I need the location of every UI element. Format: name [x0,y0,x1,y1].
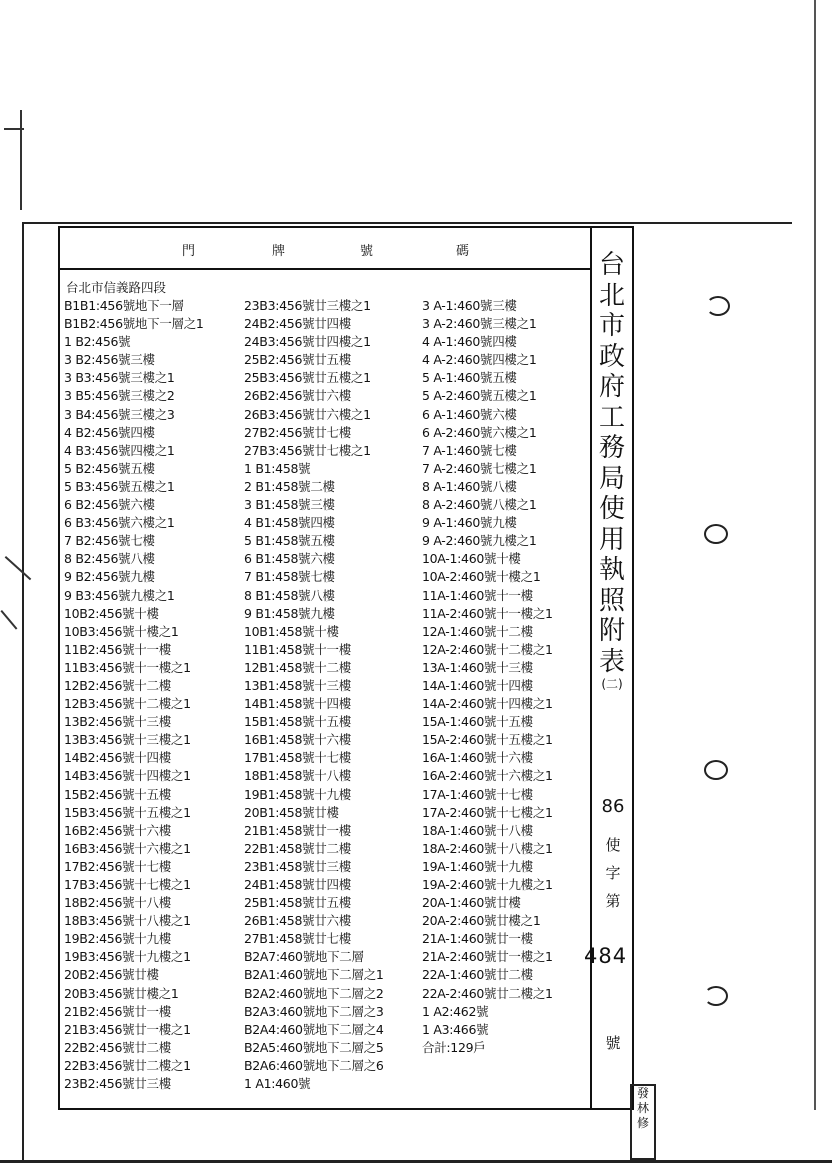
address-entry: 5 A-1:460號五樓 [422,370,517,386]
address-column-1 [64,297,204,1093]
margin-scratch [5,556,32,580]
address-entry: 9 B2:456號九樓 [64,569,155,585]
binder-hole-icon [706,296,730,316]
margin-tick [20,110,22,210]
address-entry: 5 B1:458號五樓 [244,533,335,549]
address-entry: 9 A-1:460號九樓 [422,515,517,531]
title-char: 附 [598,616,625,646]
address-entry: 21B1:458號廿一樓 [244,822,351,838]
address-entry: B2A3:460號地下二層之3 [244,1003,384,1019]
stamp-char: 修 [636,1116,649,1130]
margin-scratch [0,610,17,630]
inspector-stamp [630,1084,656,1160]
address-entry: 24B1:458號廿四樓 [244,877,351,892]
address-entry: 19B1:458號十九樓 [244,786,351,802]
address-entry: 24B3:456號廿四樓之1 [244,334,371,350]
table-header [58,226,590,270]
permit-number: 484 [584,944,628,968]
address-entry: 11A-2:460號十一樓之1 [422,605,553,621]
address-entry: 2 B1:458號二樓 [244,478,335,494]
title-char: 表 [598,646,625,677]
address-entry: 12A-2:460號十二樓之1 [422,641,553,657]
address-entry: 7 B2:456號七樓 [64,533,155,549]
stamp-char: 林 [636,1101,649,1115]
binder-hole-icon [704,760,728,780]
address-entry: 27B1:458號廿七樓 [244,931,351,947]
address-entry: 25B3:456號廿五樓之1 [244,370,371,386]
title-char: 市 [598,311,625,341]
address-entry: 25B2:456號廿五樓 [244,352,351,368]
address-entry: 26B1:458號廿六樓 [244,913,351,929]
title-char: 照 [598,585,625,616]
address-entry: 6 A-1:460號六樓 [422,406,517,422]
address-entry: 19B2:456號十九樓 [64,931,171,947]
address-entry: 8 A-2:460號八樓之1 [422,497,537,513]
address-entry: 1 A2:462號 [422,1003,489,1019]
title-char: 執 [598,555,625,585]
address-entry: B2A4:460號地下二層之4 [244,1021,384,1037]
address-entry: 16A-1:460號十六樓 [422,750,533,766]
address-entry: 23B3:456號廿三樓之1 [244,298,371,313]
address-entry: 27B3:456號廿七樓之1 [244,442,371,458]
address-entry: 12B2:456號十二樓 [64,677,171,693]
address-entry: 25B1:458號廿五樓 [244,895,351,911]
address-entry: 21B3:456號廿一樓之1 [64,1021,191,1037]
address-entry: 13B2:456號十三樓 [64,714,171,730]
title-subscript: (二) [601,677,623,691]
header-char: 碼 [456,244,470,259]
address-entry: B2A6:460號地下二層之6 [244,1057,384,1073]
address-entry: 18A-2:460號十八樓之1 [422,840,553,856]
address-entry: 15B3:456號十五樓之1 [64,804,191,820]
permit-year: 86 [601,796,625,817]
header-char: 門 [182,244,196,259]
address-entry: 20A-2:460號廿樓之1 [422,913,541,929]
address-entry: 9 B3:456號九樓之1 [64,587,175,603]
address-entry: 18B1:458號十八樓 [244,768,351,784]
address-entry: 8 A-1:460號八樓 [422,478,517,494]
address-entry: 15B1:458號十五樓 [244,714,351,730]
address-entry: 16A-2:460號十六樓之1 [422,768,553,784]
permit-char: 第 [605,892,621,910]
sheet-left-edge [22,222,24,1162]
address-entry: 22A-1:460號廿二樓 [422,967,533,983]
address-entry: 5 B2:456號五樓 [64,460,155,476]
binder-hole-icon [704,524,728,544]
address-entry: 10A-2:460號十樓之1 [422,569,541,585]
address-entry: 3 B2:456號三樓 [64,352,155,368]
title-char: 北 [598,280,625,311]
address-entry: 3 A-2:460號三樓之1 [422,316,537,332]
address-entry: 5 B3:456號五樓之1 [64,478,175,494]
address-entry: 19A-2:460號十九樓之1 [422,877,553,892]
address-entry: 7 A-2:460號七樓之1 [422,460,537,476]
address-entry: 4 A-2:460號四樓之1 [422,352,537,368]
address-entry: 20B1:458號廿樓 [244,804,339,820]
address-entry: 11A-1:460號十一樓 [422,587,533,603]
address-entry: 4 B1:458號四樓 [244,515,335,531]
address-entry: 1 A1:460號 [244,1076,311,1092]
address-entry: 22B3:456號廿二樓之1 [64,1057,191,1073]
address-entry: 21A-2:460號廿一樓之1 [422,949,553,965]
address-entry: 12A-1:460號十二樓 [422,623,533,639]
address-entry: B1B1:456號地下一層 [64,298,184,313]
address-entry: 22B2:456號廿二樓 [64,1039,171,1055]
address-entry: B2A5:460號地下二層之5 [244,1039,384,1055]
address-column-2 [244,297,384,1093]
address-entry: 1 B1:458號 [244,460,311,476]
address-entry: 4 B3:456號四樓之1 [64,442,175,458]
vertical-title [594,250,630,691]
address-entry: 16B1:458號十六樓 [244,732,351,748]
address-entry: 1 A3:466號 [422,1021,489,1037]
address-entry: 15A-2:460號十五樓之1 [422,732,553,748]
address-entry: 23B1:458號廿三樓 [244,858,351,874]
sheet-bottom-edge [0,1160,832,1163]
title-char: 局 [598,463,625,494]
address-entry: 14A-1:460號十四樓 [422,677,533,693]
address-entry: 18B2:456號十八樓 [64,895,171,911]
address-entry: B2A1:460號地下二層之1 [244,967,384,983]
address-entry: 19A-1:460號十九樓 [422,858,533,874]
address-entry: 10A-1:460號十樓 [422,551,521,567]
address-entry: 8 B2:456號八樓 [64,551,155,567]
address-entry: B2A2:460號地下二層之2 [244,985,384,1001]
address-entry: 16B3:456號十六樓之1 [64,840,191,856]
permit-char: 使 [605,836,621,854]
address-entry: 11B2:456號十一樓 [64,641,171,657]
address-entry: 7 A-1:460號七樓 [422,442,517,458]
address-entry: 11B3:456號十一樓之1 [64,659,191,675]
address-entry: 22A-2:460號廿二樓之1 [422,985,553,1001]
address-entry: 3 B1:458號三樓 [244,497,335,513]
address-entry: 6 B2:456號六樓 [64,497,155,513]
address-entry: 27B2:456號廿七樓 [244,424,351,440]
address-entry: 13B1:458號十三樓 [244,677,351,693]
address-entry: 合計:129戶 [422,1039,486,1055]
address-entry: 10B3:456號十樓之1 [64,623,179,639]
address-entry: 1 B2:456號 [64,334,131,350]
permit-char: 字 [605,864,621,882]
address-entry: 10B1:458號十樓 [244,623,339,639]
address-entry: 3 A-1:460號三樓 [422,298,517,313]
address-entry: 18A-1:460號十八樓 [422,822,533,838]
street-name: 台北市信義路四段 [66,280,167,295]
address-entry: 21B2:456號廿一樓 [64,1003,171,1019]
address-entry: B1B2:456號地下一層之1 [64,316,204,332]
address-entry: 20B2:456號廿樓 [64,967,159,983]
address-entry: 21A-1:460號廿一樓 [422,931,533,947]
address-entry: 17B2:456號十七樓 [64,858,171,874]
address-entry: 14B2:456號十四樓 [64,750,171,766]
title-char: 府 [598,372,625,402]
address-entry: 24B2:456號廿四樓 [244,316,351,332]
address-entry: 26B2:456號廿六樓 [244,388,351,404]
sheet-right-edge [814,0,816,1110]
address-entry: 22B1:458號廿二樓 [244,840,351,856]
address-entry: 12B3:456號十二樓之1 [64,696,191,712]
address-entry: 7 B1:458號七樓 [244,569,335,585]
address-entry: 6 B1:458號六樓 [244,551,335,567]
binder-hole-icon [704,986,728,1006]
address-entry: 10B2:456號十樓 [64,605,159,621]
address-entry: 23B2:456號廿三樓 [64,1076,171,1092]
address-entry: 16B2:456號十六樓 [64,822,171,838]
address-entry: 20A-1:460號廿樓 [422,895,521,911]
address-entry: 3 B3:456號三樓之1 [64,370,175,386]
header-char: 牌 [272,244,286,259]
address-entry: 13A-1:460號十三樓 [422,659,533,675]
address-entry: 20B3:456號廿樓之1 [64,985,179,1001]
title-char: 用 [598,524,625,555]
address-entry: 15B2:456號十五樓 [64,786,171,802]
address-entry: 19B3:456號十九樓之1 [64,949,191,965]
address-entry: 15A-1:460號十五樓 [422,714,533,730]
address-entry: 18B3:456號十八樓之1 [64,913,191,929]
title-char: 政 [598,341,625,372]
title-char: 使 [598,494,625,524]
address-entry: 3 B4:456號三樓之3 [64,406,175,422]
sheet-top-edge [22,222,792,224]
address-entry: 9 A-2:460號九樓之1 [422,533,537,549]
stamp-char: 發 [636,1086,649,1100]
address-entry: 17A-1:460號十七樓 [422,786,533,802]
address-entry: 6 A-2:460號六樓之1 [422,424,537,440]
title-char: 務 [598,433,625,463]
address-entry: 12B1:458號十二樓 [244,659,351,675]
address-entry: 13B3:456號十三樓之1 [64,732,191,748]
address-entry: 8 B1:458號八樓 [244,587,335,603]
address-entry: 26B3:456號廿六樓之1 [244,406,371,422]
permit-char: 號 [605,1034,621,1052]
address-entry: 17B3:456號十七樓之1 [64,877,191,892]
address-entry: 14A-2:460號十四樓之1 [422,696,553,712]
address-entry: 14B3:456號十四樓之1 [64,768,191,784]
address-entry: 6 B3:456號六樓之1 [64,515,175,531]
address-entry: 5 A-2:460號五樓之1 [422,388,537,404]
address-entry: 4 A-1:460號四樓 [422,334,517,350]
address-entry: B2A7:460號地下二層 [244,949,364,965]
address-entry: 3 B5:456號三樓之2 [64,388,175,404]
address-entry: 17B1:458號十七樓 [244,750,351,766]
title-char: 台 [598,250,625,280]
address-entry: 4 B2:456號四樓 [64,424,155,440]
address-entry: 17A-2:460號十七樓之1 [422,804,553,820]
address-entry: 11B1:458號十一樓 [244,641,351,657]
address-column-3 [422,297,553,1057]
header-char: 號 [360,244,374,259]
title-char: 工 [598,402,625,433]
address-entry: 9 B1:458號九樓 [244,605,335,621]
address-entry: 14B1:458號十四樓 [244,696,351,712]
